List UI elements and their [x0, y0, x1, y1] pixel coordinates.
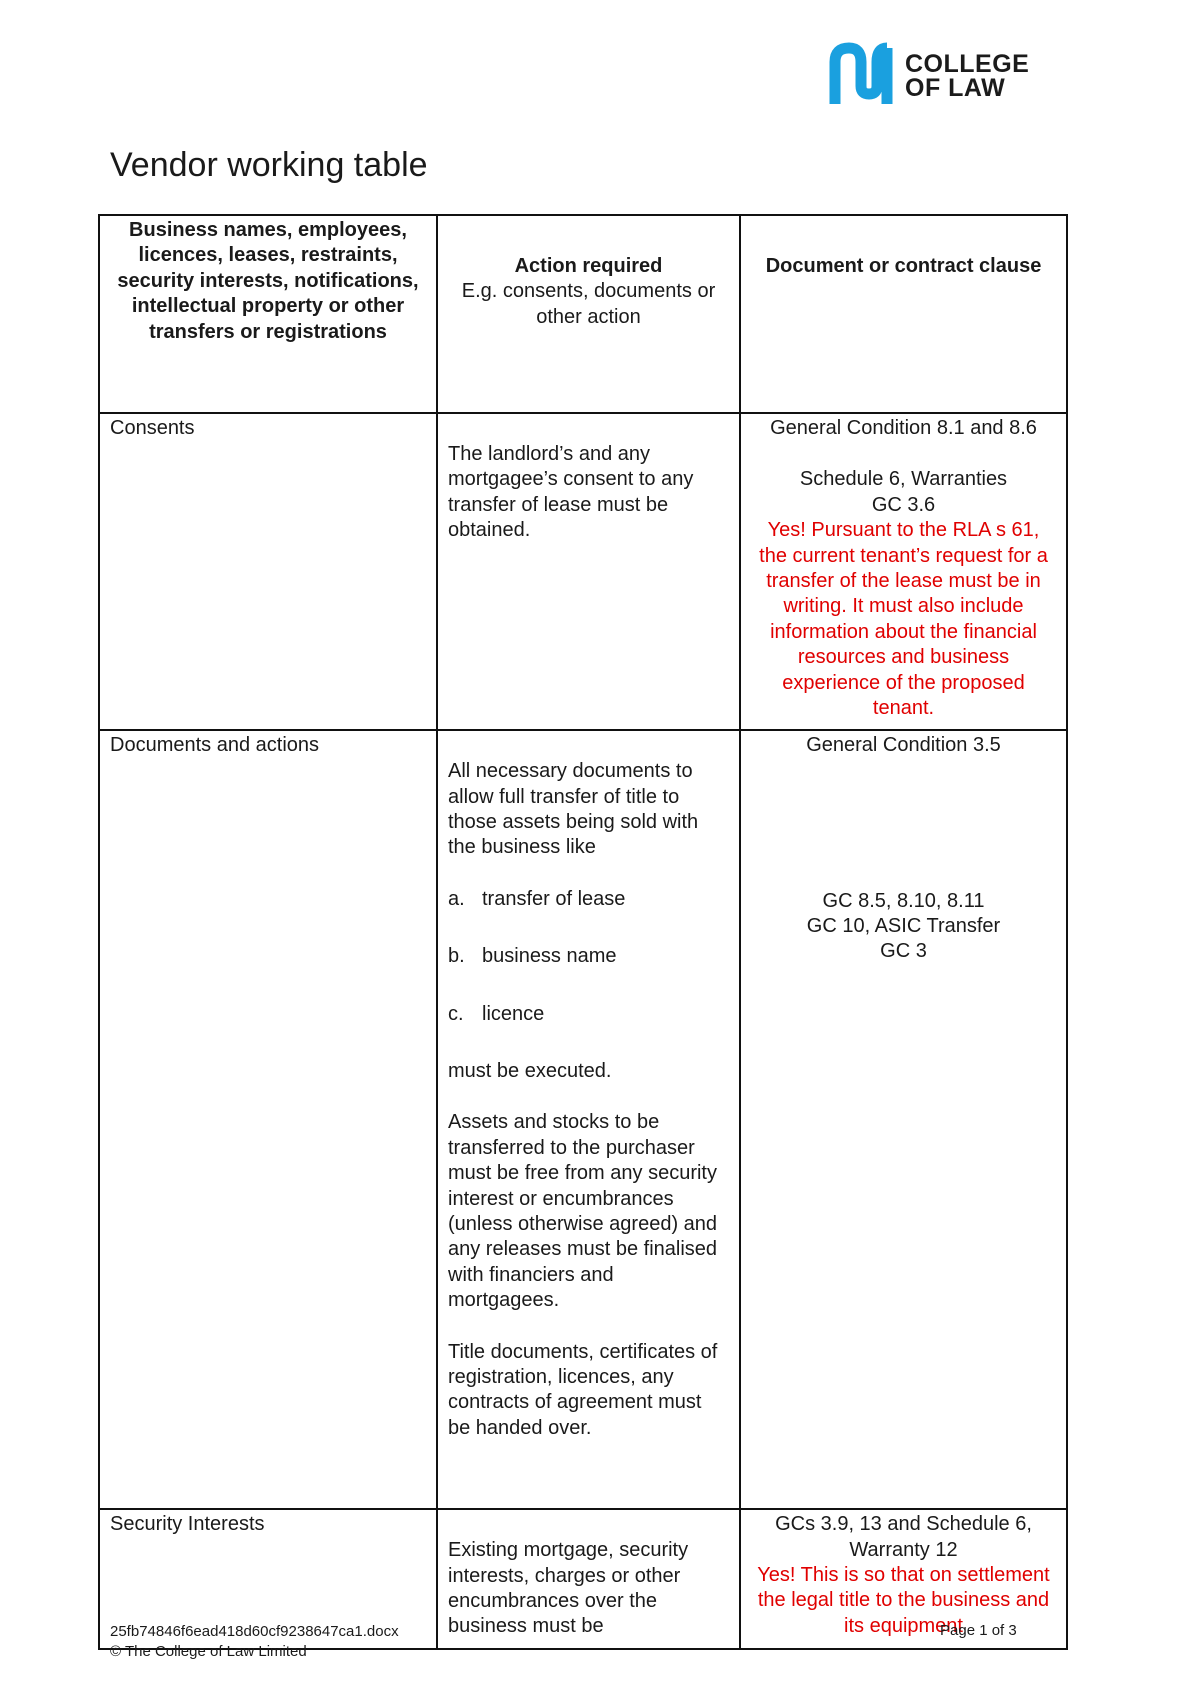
logo-line-2: OF LAW: [905, 74, 1006, 102]
table-header-row: [99, 215, 1067, 413]
list-item: [448, 944, 729, 969]
header-col2-title: Action required: [514, 255, 663, 277]
ref-line: GC 3.6: [871, 493, 936, 516]
ref-line: GC 8.5, 8.10, 8.11: [822, 889, 985, 912]
logo-wordmark: [905, 52, 1029, 100]
list-marker: a.: [448, 887, 465, 910]
list-item: [448, 887, 729, 912]
page-title: Vendor working table: [110, 146, 428, 184]
list-item: [448, 1002, 729, 1027]
logo-line-1: COLLEGE: [905, 50, 1030, 78]
action-text: The landlord’s and any mortgagee’s consent to any transfer of lease must be obtained.: [448, 443, 694, 542]
college-of-law-logo-icon: [827, 42, 895, 110]
footer-copyright: © The College of Law Limited: [110, 1643, 307, 1660]
list-text: transfer of lease: [482, 887, 626, 910]
reviewer-note: Yes! This is so that on settlement the legal title to the business and its equipment: [757, 1564, 1050, 1637]
header-col2-subtitle: E.g. consents, documents or other action: [461, 280, 716, 328]
list-marker: b.: [448, 945, 465, 968]
list-text: licence: [482, 1002, 545, 1025]
table-row: [99, 730, 1067, 1509]
header-col3: Document or contract clause: [740, 215, 1067, 413]
row-label: Documents and actions: [99, 730, 437, 1509]
ref-line: GC 10, ASIC Transfer: [806, 915, 1001, 938]
row-label: Security Interests: [99, 1509, 437, 1649]
table-row: [99, 413, 1067, 730]
row-action: [437, 1509, 740, 1649]
action-paragraph: Title documents, certificates of registration, licences, any contracts of agreement must be handed over.: [448, 1340, 718, 1439]
action-after: must be executed.: [448, 1060, 612, 1083]
list-marker: c.: [448, 1002, 464, 1025]
action-paragraph: Assets and stocks to be transferred to the purchaser must be free from any security interest or encumbrances (unless otherwise agreed) and any releases must be finalised with financiers and mortgagees.: [448, 1111, 718, 1312]
ref-line: Schedule 6, Warranties: [799, 468, 1008, 491]
header-col1: Business names, employees, licences, leases, restraints, security interests, notifications, intellectual property or other transfers or registrations: [99, 215, 437, 413]
college-logo: [827, 42, 1029, 110]
footer-left: [110, 1622, 399, 1662]
footer-filename: 25fb74846f6ead418d60cf9238647ca1.docx: [110, 1623, 399, 1640]
reviewer-note: Yes! Pursuant to the RLA s 61, the current tenant’s request for a transfer of the lease must be in writing. It must also include information about the financial resources and business experience of the proposed tenant.: [759, 519, 1048, 719]
list-text: business name: [482, 945, 617, 968]
row-action: [437, 413, 740, 730]
row-reference: [740, 1509, 1067, 1649]
vendor-working-table: [98, 214, 1068, 1650]
ref-line: GC 3: [880, 940, 927, 963]
header-col2: [437, 215, 740, 413]
page-number: Page 1 of 3: [940, 1622, 1017, 1639]
ref-line: General Condition 3.5: [806, 734, 1001, 757]
row-action: [437, 730, 740, 1509]
row-reference: [740, 413, 1067, 730]
ref-line: GCs 3.9, 13 and Schedule 6, Warranty 12: [775, 1513, 1032, 1561]
action-intro: All necessary documents to allow full transfer of title to those assets being sold with the business like: [448, 760, 699, 859]
ref-line: General Condition 8.1 and 8.6: [770, 417, 1037, 439]
row-label: Consents: [99, 413, 437, 730]
action-text: Existing mortgage, security interests, charges or other encumbrances over the business must be: [448, 1539, 689, 1638]
action-list: [448, 887, 729, 1027]
row-reference: [740, 730, 1067, 1509]
